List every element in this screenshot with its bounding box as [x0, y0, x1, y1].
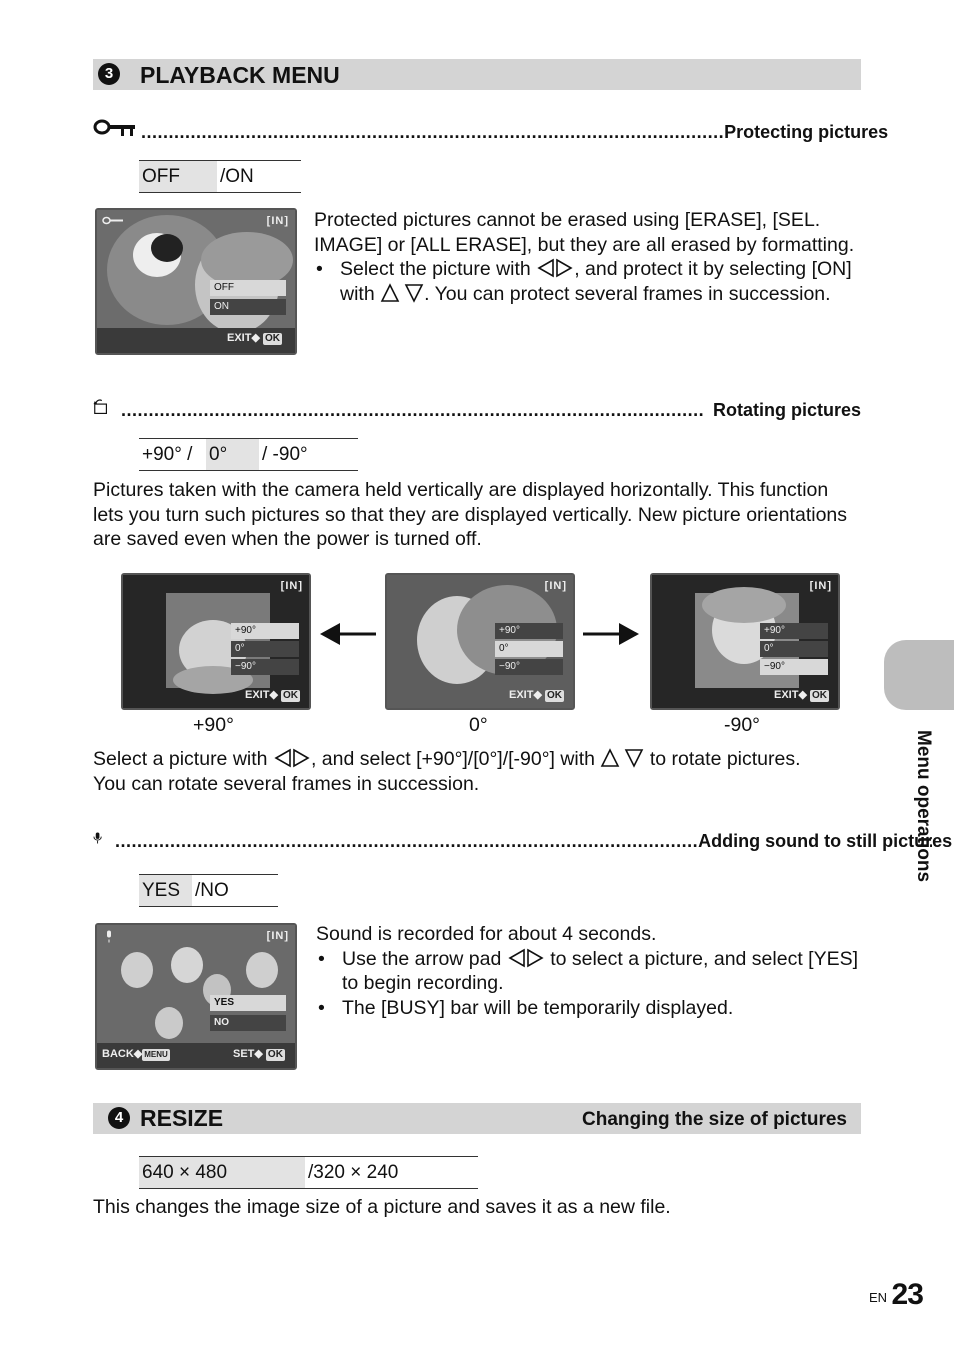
section-number-badge: 4 [108, 1107, 130, 1129]
resize-paragraph: This changes the image size of a picture and saves it as a new file. [93, 1196, 671, 1218]
menu-option-on: ON [210, 299, 286, 315]
option-other: /NO [195, 880, 229, 901]
resize-options [139, 1156, 478, 1189]
option-default: 640 × 480 [139, 1157, 305, 1188]
option-default: YES [139, 875, 192, 906]
protect-bullet: • Select the picture with , and protect it by selecting [ON] with . You can protect several frames in succession. [314, 257, 862, 306]
rotate-instructions: Select a picture with , and select [+90°]/[0°]/[-90°] with to rotate pictures. You can rotate several frames in succession. [93, 748, 801, 795]
option-plus90: +90° / [142, 444, 193, 465]
menu-option-minus90: −90° [495, 659, 563, 675]
menu-option-off: OFF [210, 280, 286, 296]
microphone-icon-small [104, 930, 114, 943]
rotate-icon [93, 394, 121, 420]
sound-options [139, 874, 278, 907]
protect-options [139, 160, 301, 193]
protect-description [314, 208, 862, 306]
menu-option-0: 0° [760, 641, 828, 657]
rotate-options [139, 438, 358, 471]
sound-heading [93, 823, 953, 851]
option-default: OFF [139, 161, 217, 192]
caption-0: 0° [469, 714, 488, 736]
menu-option-no: NO [210, 1015, 286, 1031]
up-down-arrows-icon [600, 749, 644, 767]
section-subtitle: Changing the size of pictures [582, 1109, 847, 1130]
menu-option-minus90: −90° [231, 659, 299, 675]
memory-badge: [IN] [544, 580, 567, 592]
sound-bullet-2: • The [BUSY] bar will be temporarily displayed. [316, 996, 862, 1021]
section-header-playback-menu [93, 59, 861, 90]
rotate-screen-0 [385, 573, 575, 710]
rotate-paragraph: Pictures taken with the camera held vertically are displayed horizontally. This function lets you turn such pictures so that they are displayed vertically. New picture orientations are saved even when the power is turned off. [93, 479, 848, 550]
caption-plus90: +90° [193, 714, 234, 736]
option-default: 0° [206, 439, 259, 470]
dot-leader: .......................................................................................................... [121, 400, 705, 420]
exit-hint: EXIT◆ OK [509, 689, 562, 701]
left-right-arrows-icon [507, 949, 545, 967]
menu-option-plus90: +90° [231, 623, 299, 639]
memory-badge: [IN] [266, 930, 289, 942]
option-other: / -90° [262, 444, 308, 465]
page-number [869, 1278, 923, 1312]
up-down-arrows-icon [380, 284, 424, 302]
option-other: /ON [220, 166, 254, 187]
menu-option-plus90: +90° [760, 623, 828, 639]
arrow-left-icon [320, 621, 376, 647]
exit-hint: EXIT◆ OK [774, 689, 827, 701]
menu-option-minus90: −90° [760, 659, 828, 675]
set-hint: SET◆ OK [233, 1048, 283, 1060]
key-icon-small [102, 215, 126, 228]
section-header-resize [93, 1103, 861, 1134]
section-title: RESIZE [140, 1105, 224, 1131]
rotate-label: Rotating pictures [712, 400, 861, 420]
back-hint: BACK◆ MENU [102, 1048, 168, 1060]
section-number-badge: 3 [98, 63, 120, 85]
dot-leader: .......................................................................................................... [115, 831, 699, 851]
key-icon [93, 116, 141, 142]
rotate-screen-plus90 [121, 573, 311, 710]
sound-bullet-1: • Use the arrow pad to select a picture, and select [YES] to begin recording. [316, 947, 862, 996]
protect-screen [95, 208, 297, 355]
sound-label: Adding sound to still pictures [698, 831, 953, 851]
page-number-value: 23 [891, 1278, 923, 1311]
exit-hint: EXIT◆ OK [245, 689, 298, 701]
sound-description [316, 922, 862, 1020]
side-tab [884, 640, 954, 710]
exit-hint: EXIT◆ OK [227, 332, 280, 344]
microphone-icon [93, 825, 115, 851]
caption-minus90: -90° [724, 714, 760, 736]
memory-badge: [IN] [809, 580, 832, 592]
sound-screen [95, 923, 297, 1070]
option-other: /320 × 240 [308, 1162, 399, 1183]
arrow-right-icon [583, 621, 639, 647]
protect-heading [93, 114, 889, 142]
section-title: PLAYBACK MENU [140, 62, 340, 88]
menu-option-yes: YES [210, 995, 286, 1011]
memory-badge: [IN] [280, 580, 303, 592]
memory-badge: [IN] [266, 215, 289, 227]
rotate-screen-minus90 [650, 573, 840, 710]
menu-option-plus90: +90° [495, 623, 563, 639]
protect-paragraph: Protected pictures cannot be erased using [ERASE], [SEL. IMAGE] or [ALL ERASE], but they are all erased by formatting. [314, 209, 855, 256]
menu-option-0: 0° [495, 641, 563, 657]
menu-option-0: 0° [231, 641, 299, 657]
rotate-heading [93, 392, 861, 420]
left-right-arrows-icon [273, 749, 311, 767]
dot-leader: .......................................................................................................... [141, 122, 725, 142]
sound-paragraph: Sound is recorded for about 4 seconds. [316, 923, 657, 945]
side-tab-label: Menu operations [913, 730, 934, 883]
left-right-arrows-icon [536, 259, 574, 277]
language-code: EN [869, 1290, 888, 1305]
protect-label: Protecting pictures [724, 122, 889, 142]
